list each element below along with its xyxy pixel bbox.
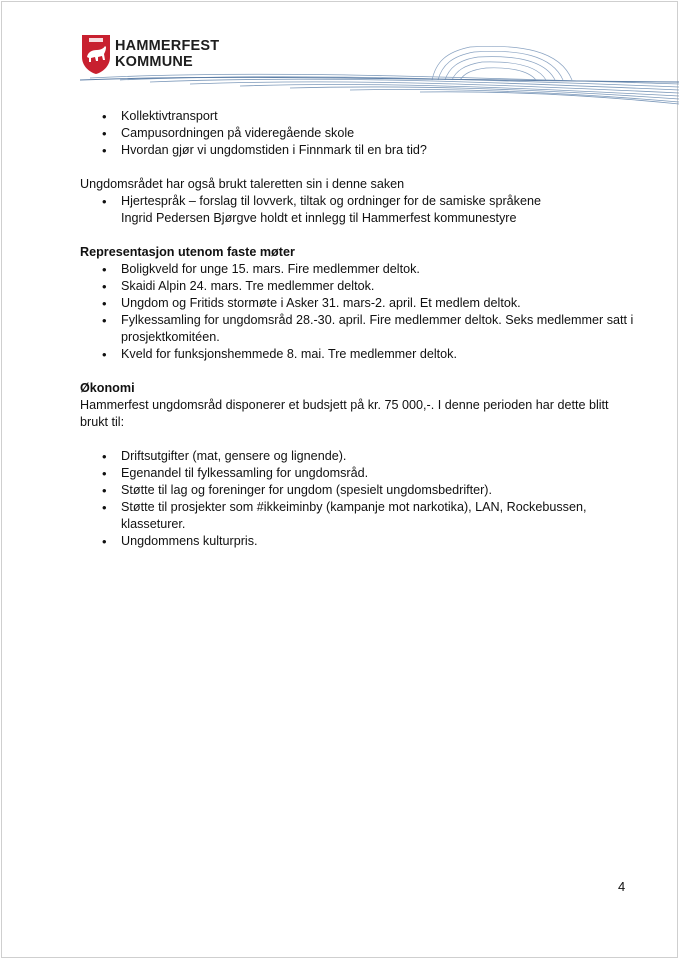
- hammerfest-logo: [80, 33, 270, 77]
- list-item: • Skaidi Alpin 24. mars. Tre medlemmer deltok.: [80, 278, 640, 295]
- list-item: • Kollektivtransport: [80, 108, 640, 125]
- crest-icon: [80, 33, 112, 75]
- list-item: • Støtte til prosjekter som #ikkeiminby (kampanje mot narkotika), LAN, Rockebussen, klasseturer.: [80, 499, 640, 533]
- list-item: • Støtte til lag og foreninger for ungdom (spesielt ungdomsbedrifter).: [80, 482, 640, 499]
- page-number: 4: [618, 879, 626, 894]
- list-item: • Ungdom og Fritids stormøte i Asker 31. mars-2. april. Et medlem deltok.: [80, 295, 640, 312]
- okonomi-intro: Hammerfest ungdomsråd disponerer et budsjett på kr. 75 000,-. I denne perioden har dette blitt brukt til:: [80, 398, 609, 429]
- list-item: • Kveld for funksjonshemmede 8. mai. Tre medlemmer deltok.: [80, 346, 640, 363]
- list-item: • Boligkveld for unge 15. mars. Fire medlemmer deltok.: [80, 261, 640, 278]
- page-content: [80, 108, 640, 550]
- list-item: • Fylkessamling for ungdomsråd 28.-30. april. Fire medlemmer deltok. Seks medlemmer satt i prosjektkomitéen.: [80, 312, 640, 346]
- list-item: • Hjertespråk – forslag til lovverk, tiltak og ordninger for de samiske språkene: [80, 193, 640, 210]
- okonomi-heading: Økonomi: [80, 381, 135, 395]
- representasjon-list: [80, 261, 640, 363]
- list-item: • Driftsutgifter (mat, gensere og lignende).: [80, 448, 640, 465]
- brand-name: [115, 39, 219, 70]
- brand-line-1: HAMMERFEST: [115, 38, 220, 54]
- representasjon-heading: Representasjon utenom faste møter: [80, 245, 295, 259]
- taleretten-intro: Ungdomsrådet har også brukt taleretten sin i denne saken: [80, 177, 405, 191]
- taleretten-list: [80, 193, 640, 210]
- taleretten-note: Ingrid Pedersen Bjørgve holdt et innlegg til Hammerfest kommunestyre: [121, 211, 517, 225]
- topics-list: [80, 108, 640, 159]
- page-header: [0, 0, 679, 110]
- list-item: • Campusordningen på videregående skole: [80, 125, 640, 142]
- list-item: • Hvordan gjør vi ungdomstiden i Finnmark til en bra tid?: [80, 142, 640, 159]
- okonomi-list: [80, 448, 640, 550]
- brand-line-2: KOMMUNE: [115, 53, 193, 70]
- list-item: • Egenandel til fylkessamling for ungdomsråd.: [80, 465, 640, 482]
- list-item: • Ungdommens kulturpris.: [80, 533, 640, 550]
